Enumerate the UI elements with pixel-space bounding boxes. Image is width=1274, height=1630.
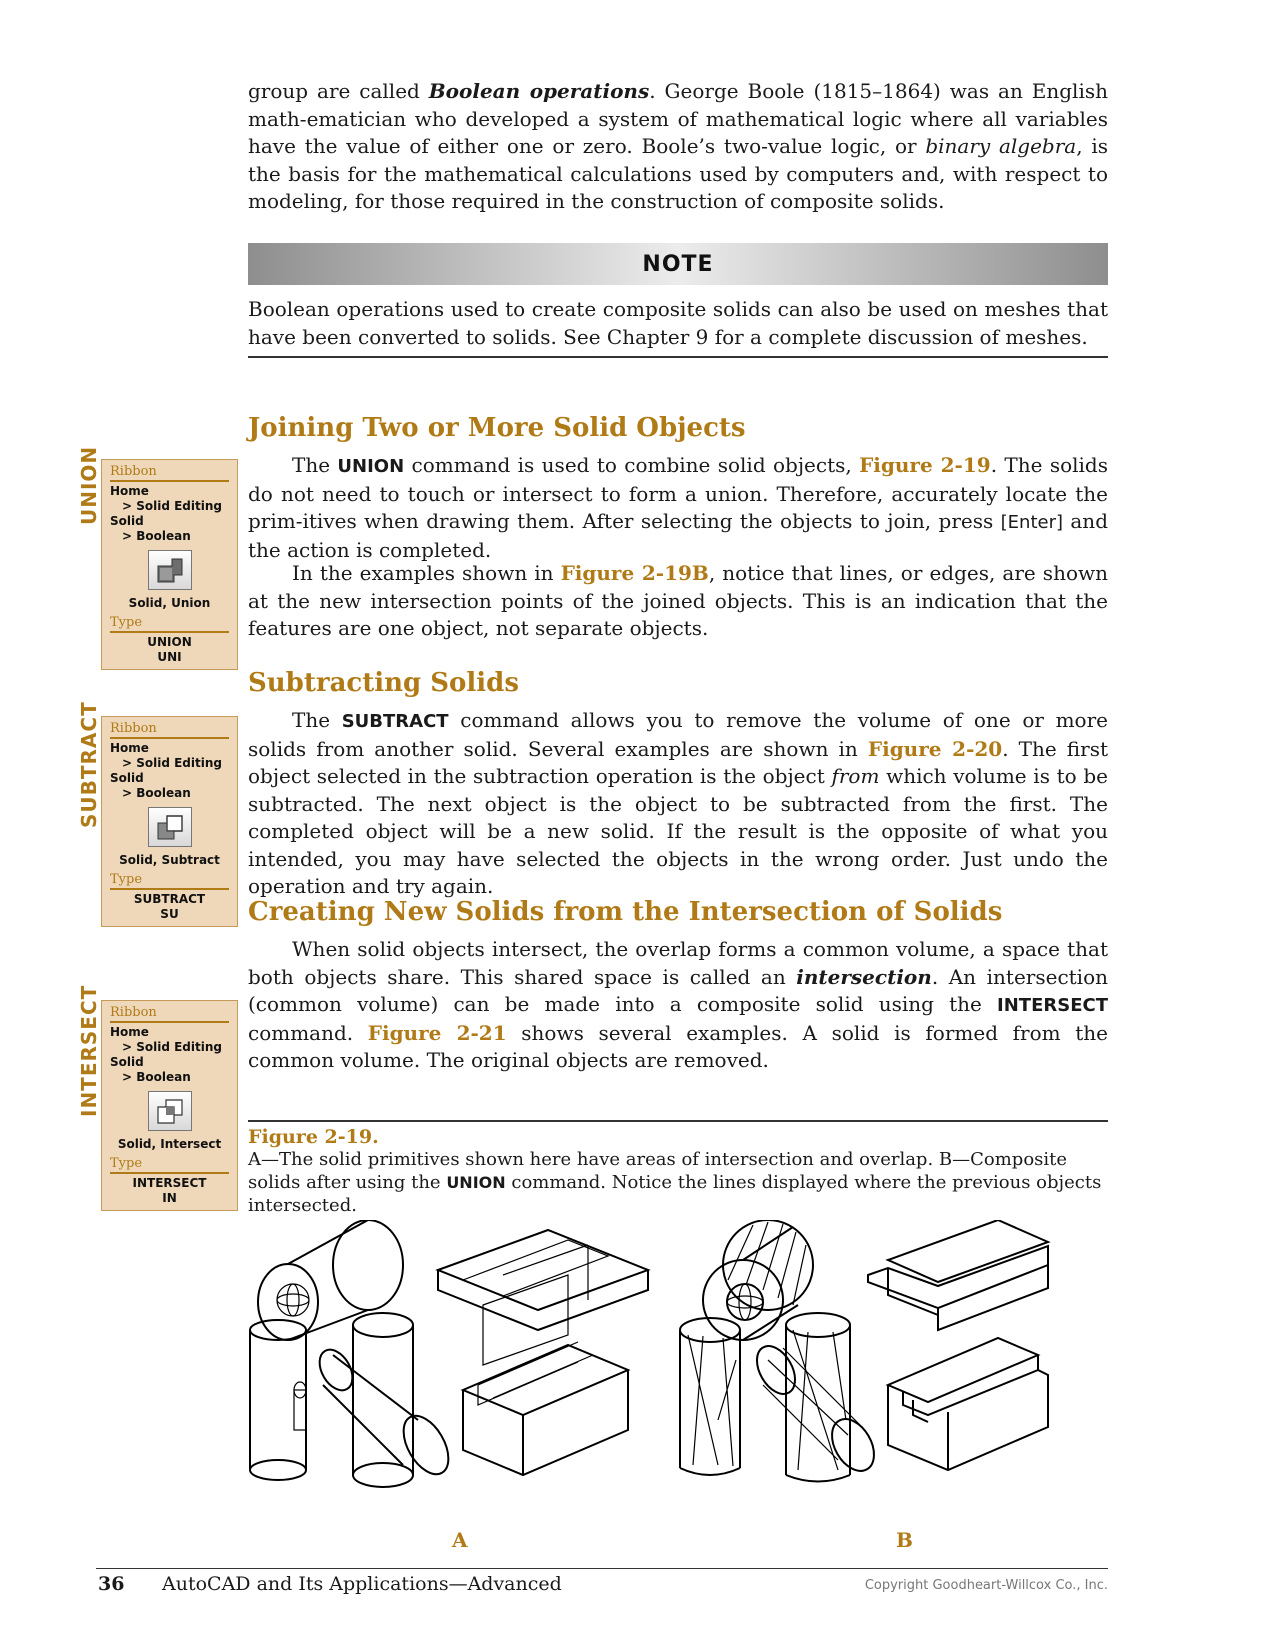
book-title: AutoCAD and Its Applications—Advanced (162, 1573, 562, 1595)
sidebox-button-name: Solid, Union (128, 596, 211, 610)
cylinder-sphere-wireframe (258, 1220, 403, 1340)
text-span: When solid objects intersect, the overlap forms a common volume, a space that both objects share. This shared space is called an (248, 937, 1108, 989)
subtract-command: SUBTRACT (341, 711, 449, 732)
subtract-button-icon[interactable] (148, 807, 192, 847)
cylinders-wireframe (250, 1313, 458, 1487)
figure-label-a: A (452, 1528, 468, 1552)
sidebox-command: UNION (147, 635, 192, 649)
slotted-box-wireframe (463, 1342, 628, 1475)
intersect-command: INTERSECT (997, 995, 1108, 1016)
text-span: command. Notice the lines displayed where the previous objects intersected. (248, 1172, 1102, 1216)
enter-key: [Enter] (1000, 512, 1063, 533)
side-label-union: UNION (77, 445, 101, 525)
figure-2-21-link[interactable]: Figure 2-21 (367, 1020, 507, 1045)
sidebox-command: SUBTRACT (133, 892, 206, 906)
cylinder-union-solid (703, 1220, 813, 1340)
text-span: which volume is to be subtracted. The next object is the object to be subtracted from the first. The completed object will be a new solid. If the result is the opposite of what you intended, you may have selected the objects in the wrong order. Just undo the operation and try again. (248, 764, 1109, 898)
text-span: In the examples shown in (292, 561, 561, 585)
figure-caption-text (248, 1148, 1108, 1217)
sidebox-alias: UNI (157, 650, 182, 664)
union-button-icon[interactable] (148, 550, 192, 590)
intro-text-3: , is the basis for the mathematical calculations used by computers and, with respect to modeling, for those required in the construction of composite solids. (248, 134, 1109, 213)
intro-text-2: . George Boole (1815–1864) was an English math-ematician who developed a system of mathematical logic where all variables have the value of either one or zero. Boole’s two-value logic, or (248, 79, 1108, 158)
text-span: command. (248, 1020, 368, 1045)
from-term: from (831, 764, 880, 788)
text-span: . The first object selected in the subtraction operation is the object (248, 736, 1108, 788)
stepped-block-solid (888, 1338, 1048, 1470)
note-title: NOTE (642, 251, 714, 277)
sidebox-ribbon-heading: Ribbon (110, 464, 229, 482)
sidebox-ribbon-heading: Ribbon (110, 721, 229, 739)
heading-joining: Joining Two or More Solid Objects (248, 413, 746, 443)
figure-caption (248, 1126, 1108, 1217)
heading-subtracting: Subtracting Solids (248, 668, 519, 698)
side-label-subtract: SUBTRACT (77, 701, 101, 828)
note-bar (248, 243, 1108, 285)
sidebox-home: Home (110, 484, 149, 498)
sidebox-ribbon-heading: Ribbon (110, 1005, 229, 1023)
figure-2-19b-link[interactable]: Figure 2-19B (560, 561, 709, 585)
union-command: UNION (337, 456, 405, 477)
text-span: , notice that lines, or edges, are shown at the new intersection points of the joined objects. This is an indication that the features are one object, not separate objects. (248, 561, 1108, 640)
sidebox-solid-editing: > Solid Editing (122, 756, 222, 770)
sidebox-button-name: Solid, Subtract (119, 853, 220, 867)
sidebox-intersect (101, 1000, 238, 1211)
copyright: Copyright Goodheart-Willcox Co., Inc. (864, 1578, 1108, 1593)
subtract-paragraph (248, 707, 1108, 901)
sidebox-button-name: Solid, Intersect (117, 1137, 222, 1151)
sidebox-type-heading: Type (110, 872, 229, 890)
intro-text-1: group are called (248, 79, 429, 103)
sidebox-boolean: > Boolean (122, 786, 191, 800)
footer-rule (96, 1568, 1108, 1569)
page-number: 36 (98, 1573, 125, 1595)
sidebox-solid: Solid (110, 771, 144, 785)
text-span: and the action is completed. (248, 509, 1108, 562)
sidebox-home: Home (110, 1025, 149, 1039)
text-span: A—The solid primitives shown here have areas of intersection and overlap. B—Composite solids after using the (248, 1149, 1068, 1193)
sidebox-type-heading: Type (110, 615, 229, 633)
intersect-button-icon[interactable] (148, 1091, 192, 1131)
intersection-term: intersection (796, 964, 932, 989)
sidebox-command: INTERSECT (132, 1176, 207, 1190)
sidebox-alias: IN (162, 1191, 177, 1205)
sidebox-subtract (101, 716, 238, 927)
figure-title: Figure 2-19. (248, 1126, 379, 1148)
side-label-intersect: INTERSECT (77, 984, 101, 1117)
text-span: . An intersection (common volume) can be made into a composite solid using the (248, 964, 1108, 1016)
sidebox-boolean: > Boolean (122, 529, 191, 543)
text-span: The (292, 708, 342, 732)
sidebox-solid: Solid (110, 1055, 144, 1069)
sidebox-boolean: > Boolean (122, 1070, 191, 1084)
note-bottom-rule (248, 356, 1108, 358)
slotted-block-solid (868, 1220, 1048, 1330)
figure-label-b: B (896, 1528, 913, 1552)
text-span: shows several examples. A solid is formed from the common volume. The original objects are removed. (248, 1020, 1108, 1072)
sidebox-type-heading: Type (110, 1156, 229, 1174)
cylinders-union-solid (680, 1313, 883, 1482)
sidebox-solid-editing: > Solid Editing (122, 1040, 222, 1054)
intersect-paragraph (248, 936, 1108, 1075)
sidebox-union (101, 459, 238, 670)
union-paragraph-2 (248, 560, 1108, 643)
boolean-term: Boolean operations (428, 79, 650, 103)
text-span: . The solids do not need to touch or intersect to form a union. Therefore, accurately locate the prim-itives when drawing them. After selecting the objects to join, press (248, 453, 1108, 533)
heading-intersection: Creating New Solids from the Intersection of Solids (248, 897, 1003, 927)
figure-illustration (248, 1220, 1108, 1520)
figure-2-19-link[interactable]: Figure 2-19 (859, 453, 991, 477)
sidebox-solid-editing: > Solid Editing (122, 499, 222, 513)
sidebox-home: Home (110, 741, 149, 755)
figure-2-20-link[interactable]: Figure 2-20 (867, 736, 1003, 761)
figure-top-rule (248, 1120, 1108, 1122)
binary-term: binary algebra (925, 134, 1077, 158)
intro-paragraph (248, 78, 1108, 216)
text-span: command is used to combine solid objects, (404, 453, 860, 477)
text-span: The (292, 453, 338, 477)
sidebox-solid: Solid (110, 514, 144, 528)
note-text: Boolean operations used to create composite solids can also be used on meshes that have been converted to solids. See Chapter 9 for a complete discussion of meshes. (248, 297, 1108, 349)
caption-union-command: UNION (446, 1173, 506, 1192)
text-span: command allows you to remove the volume of one or more solids from another solid. Several examples are shown in (248, 708, 1108, 761)
union-paragraph-1 (248, 452, 1108, 564)
overlapping-boxes-wireframe (438, 1230, 648, 1365)
sidebox-alias: SU (160, 907, 179, 921)
